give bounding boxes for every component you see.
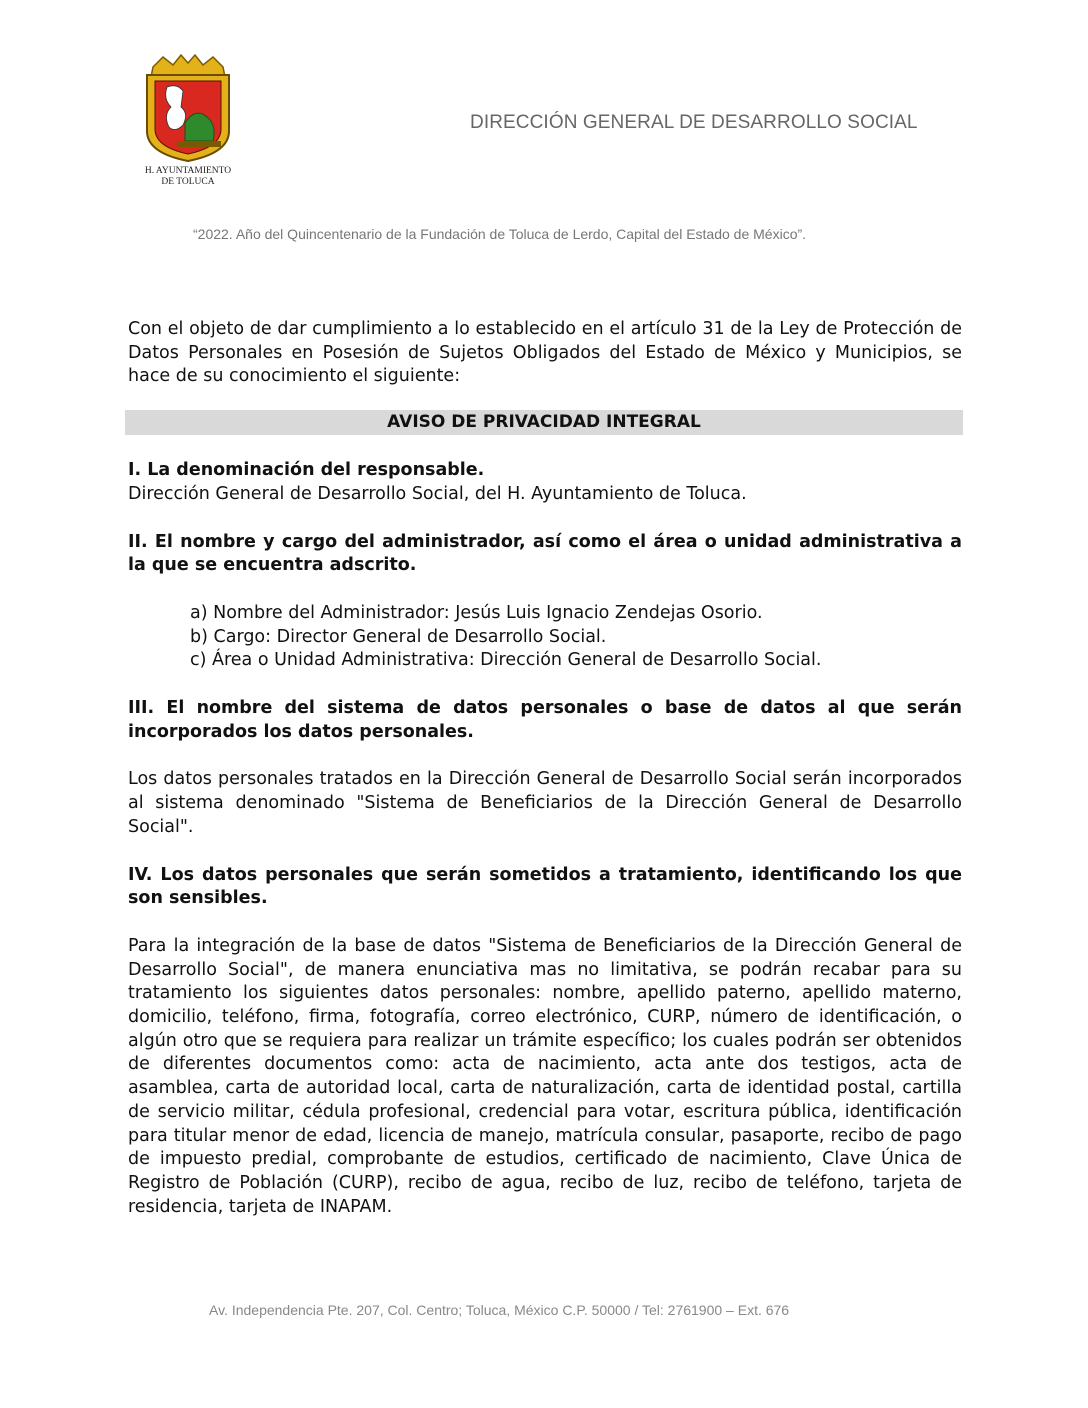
- section-4-body: Para la integración de la base de datos "Sistema de Beneficiarios de la Dirección General de Desarrollo Social", de manera enunciativa mas no limitativa, se podrán recabar para su tratamiento los siguientes datos personales: nombre, apellido paterno, apellido materno, domicilio, teléfono, firma, fotografía, correo electrónico, CURP, número de identificación, o algún otro que se requiera para realizar un trámite específico; los cuales podrán ser obtenidos de diferentes documentos como: acta de nacimiento, acta ante dos testigos, acta de asamblea, carta de autoridad local, carta de naturalización, carta de identidad postal, cartilla de servicio militar, cédula profesional, credencial para votar, escritura pública, identificación para titular menor de edad, licencia de manejo, matrícula consular, pasaporte, recibo de pago de impuesto predial, comprobante de estudios, certificado de nacimiento, Clave Única de Registro de Población (CURP), recibo de agua, recibo de luz, recibo de teléfono, tarjeta de residencia, tarjeta de INAPAM.: [128, 935, 962, 1217]
- intro-paragraph: Con el objeto de dar cumplimiento a lo establecido en el artículo 31 de la Ley de Protección de Datos Personales en Posesión de Sujetos Obligados del Estado de México y Municipios, se hace de su conocimiento el siguiente:: [128, 319, 962, 387]
- list-item: a) Nombre del Administrador: Jesús Luis Ignacio Zendejas Osorio.: [190, 602, 763, 623]
- department-header: DIRECCIÓN GENERAL DE DESARROLLO SOCIAL: [470, 112, 918, 133]
- administrator-list: [128, 602, 962, 673]
- section-2-heading: II. El nombre y cargo del administrador, así como el área o unidad administrativa a la que se encuentra adscrito.: [128, 531, 962, 576]
- crest-caption-line2: DE TOLUCA: [161, 177, 215, 187]
- notice-title-banner: AVISO DE PRIVACIDAD INTEGRAL: [125, 410, 963, 435]
- list-item: b) Cargo: Director General de Desarrollo Social.: [190, 626, 607, 647]
- section-1-body: Dirección General de Desarrollo Social, del H. Ayuntamiento de Toluca.: [128, 483, 747, 504]
- section-1-heading: I. La denominación del responsable.: [128, 460, 485, 481]
- document-body: [128, 318, 962, 1219]
- crest-caption: [118, 166, 258, 188]
- list-item: c) Área o Unidad Administrativa: Dirección General de Desarrollo Social.: [190, 650, 822, 671]
- section-3-heading: III. El nombre del sistema de datos personales o base de datos al que serán incorporados los datos personales.: [128, 698, 962, 742]
- year-motto: “2022. Año del Quincentenario de la Fundación de Toluca de Lerdo, Capital del Estado de México”.: [193, 226, 807, 242]
- section-3-body: Los datos personales tratados en la Dirección General de Desarrollo Social serán incorporados al sistema denominado "Sistema de Beneficiarios de la Dirección General de Desarrollo Social".: [128, 769, 962, 837]
- address-footer: Av. Independencia Pte. 207, Col. Centro; Toluca, México C.P. 50000 / Tel: 2761900 – Ext. 676: [209, 1302, 790, 1318]
- crest-caption-line1: H. AYUNTAMIENTO: [144, 166, 232, 176]
- section-4-heading: IV. Los datos personales que serán sometidos a tratamiento, identificando los que son sensibles.: [128, 864, 962, 909]
